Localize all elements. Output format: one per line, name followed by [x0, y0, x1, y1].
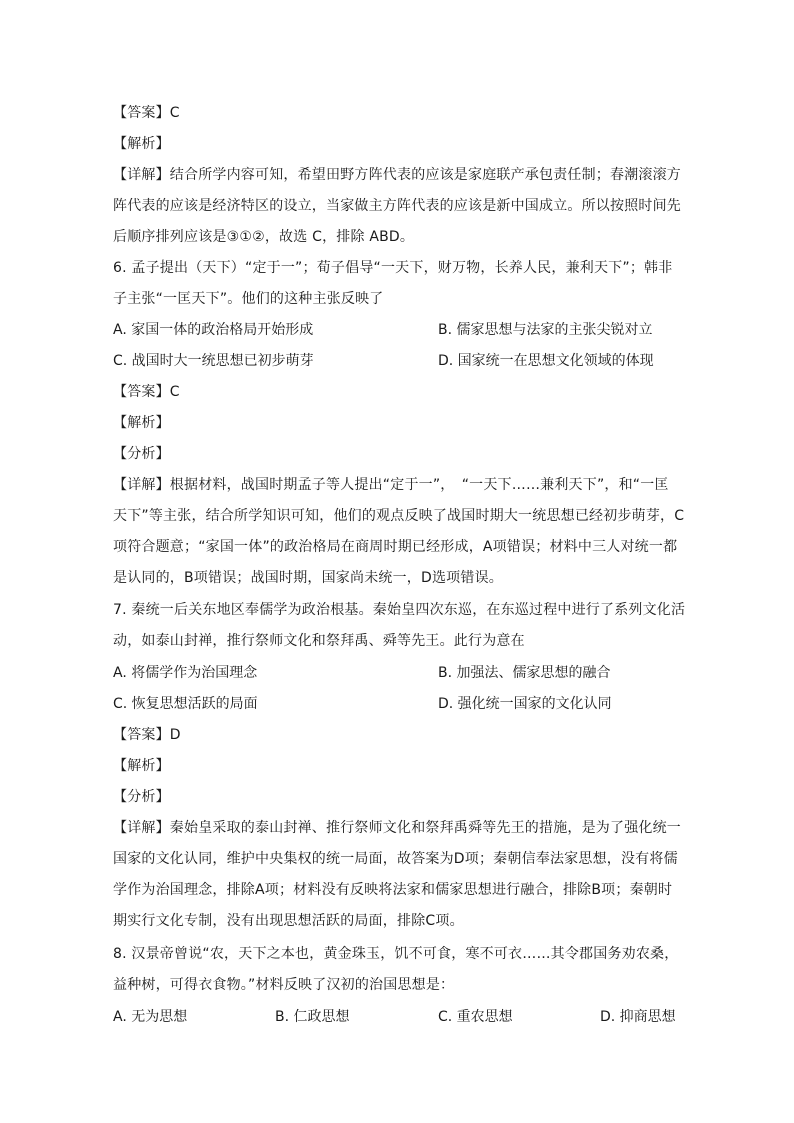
detail-line: 项符合题意；“家国一体”的政治格局在商周时期已经形成，A项错误；材料中三人对统一都 — [113, 539, 678, 555]
question-stem: 动，如泰山封禅，推行祭师文化和祭拜禹、舜等先王。此行为意在 — [113, 633, 525, 649]
fenxi-label: 【分析】 — [113, 789, 170, 805]
option-d: D. 抑商思想 — [600, 1009, 676, 1025]
detail-line: 【详解】根据材料，战国时期孟子等人提出“定于一”， “一天下……兼利天下”，和“一匡 — [113, 477, 669, 493]
option-c: C. 重农思想 — [438, 1009, 513, 1025]
question-stem: 6. 孟子提出（天下）“定于一”；荀子倡导“一天下，财万物，长养人民，兼利天下”；韩非 — [113, 260, 673, 276]
detail-line: 阵代表的应该是经济特区的设立，当家做主方阵代表的应该是新中国成立。所以按照时间先 — [113, 198, 681, 214]
analysis-label: 【解析】 — [113, 758, 170, 774]
detail-line: 学作为治国理念，排除A项；材料没有反映将法家和儒家思想进行融合，排除B项；秦朝时 — [113, 882, 673, 898]
analysis-label: 【解析】 — [113, 136, 170, 152]
option-b: B. 仁政思想 — [275, 1009, 350, 1025]
detail-line: 期实行文化专制，没有出现思想活跃的局面，排除C项。 — [113, 913, 464, 929]
answer-label: 【答案】D — [113, 727, 181, 743]
question-stem: 8. 汉景帝曾说“农，天下之本也，黄金珠玉，饥不可食，寒不可衣……其令郡国务劝农桑， — [113, 946, 679, 962]
answer-label: 【答案】C — [113, 384, 180, 400]
answer-label: 【答案】C — [113, 105, 180, 121]
detail-line: 【详解】结合所学内容可知，希望田野方阵代表的应该是家庭联产承包责任制；春潮滚滚方 — [113, 167, 681, 183]
detail-line: 后顺序排列应该是③①②，故选 C，排除 ABD。 — [113, 229, 415, 245]
option-a: A. 无为思想 — [113, 1009, 188, 1025]
option-c: C. 恢复思想活跃的局面 — [113, 696, 258, 712]
option-b: B. 加强法、儒家思想的融合 — [438, 665, 611, 681]
option-b: B. 儒家思想与法家的主张尖锐对立 — [438, 322, 653, 338]
option-c: C. 战国时大一统思想已初步萌芽 — [113, 353, 314, 369]
detail-line: 【详解】秦始皇采取的泰山封禅、推行祭师文化和祭拜禹舜等先王的措施，是为了强化统一 — [113, 820, 681, 836]
analysis-label: 【解析】 — [113, 415, 170, 431]
fenxi-label: 【分析】 — [113, 446, 170, 462]
detail-line: 天下”等主张，结合所学知识可知，他们的观点反映了战国时期大一统思想已经初步萌芽，C — [113, 508, 685, 524]
option-d: D. 国家统一在思想文化领域的体现 — [438, 353, 654, 369]
question-stem: 7. 秦统一后关东地区奉儒学为政治根基。秦始皇四次东巡，在东巡过程中进行了系列文化活 — [113, 602, 686, 618]
option-a: A. 家国一体的政治格局开始形成 — [113, 322, 314, 338]
detail-line: 是认同的，B项错误；战国时期，国家尚未统一，D选项错误。 — [113, 570, 503, 586]
question-stem: 子主张“一匡天下”。他们的这种主张反映了 — [113, 291, 384, 307]
option-d: D. 强化统一国家的文化认同 — [438, 696, 612, 712]
question-stem: 益种树，可得衣食物。”材料反映了汉初的治国思想是： — [113, 977, 455, 993]
option-a: A. 将儒学作为治国理念 — [113, 665, 258, 681]
detail-line: 国家的文化认同，维护中央集权的统一局面，故答案为D项；秦朝信奉法家思想，没有将儒 — [113, 851, 678, 867]
